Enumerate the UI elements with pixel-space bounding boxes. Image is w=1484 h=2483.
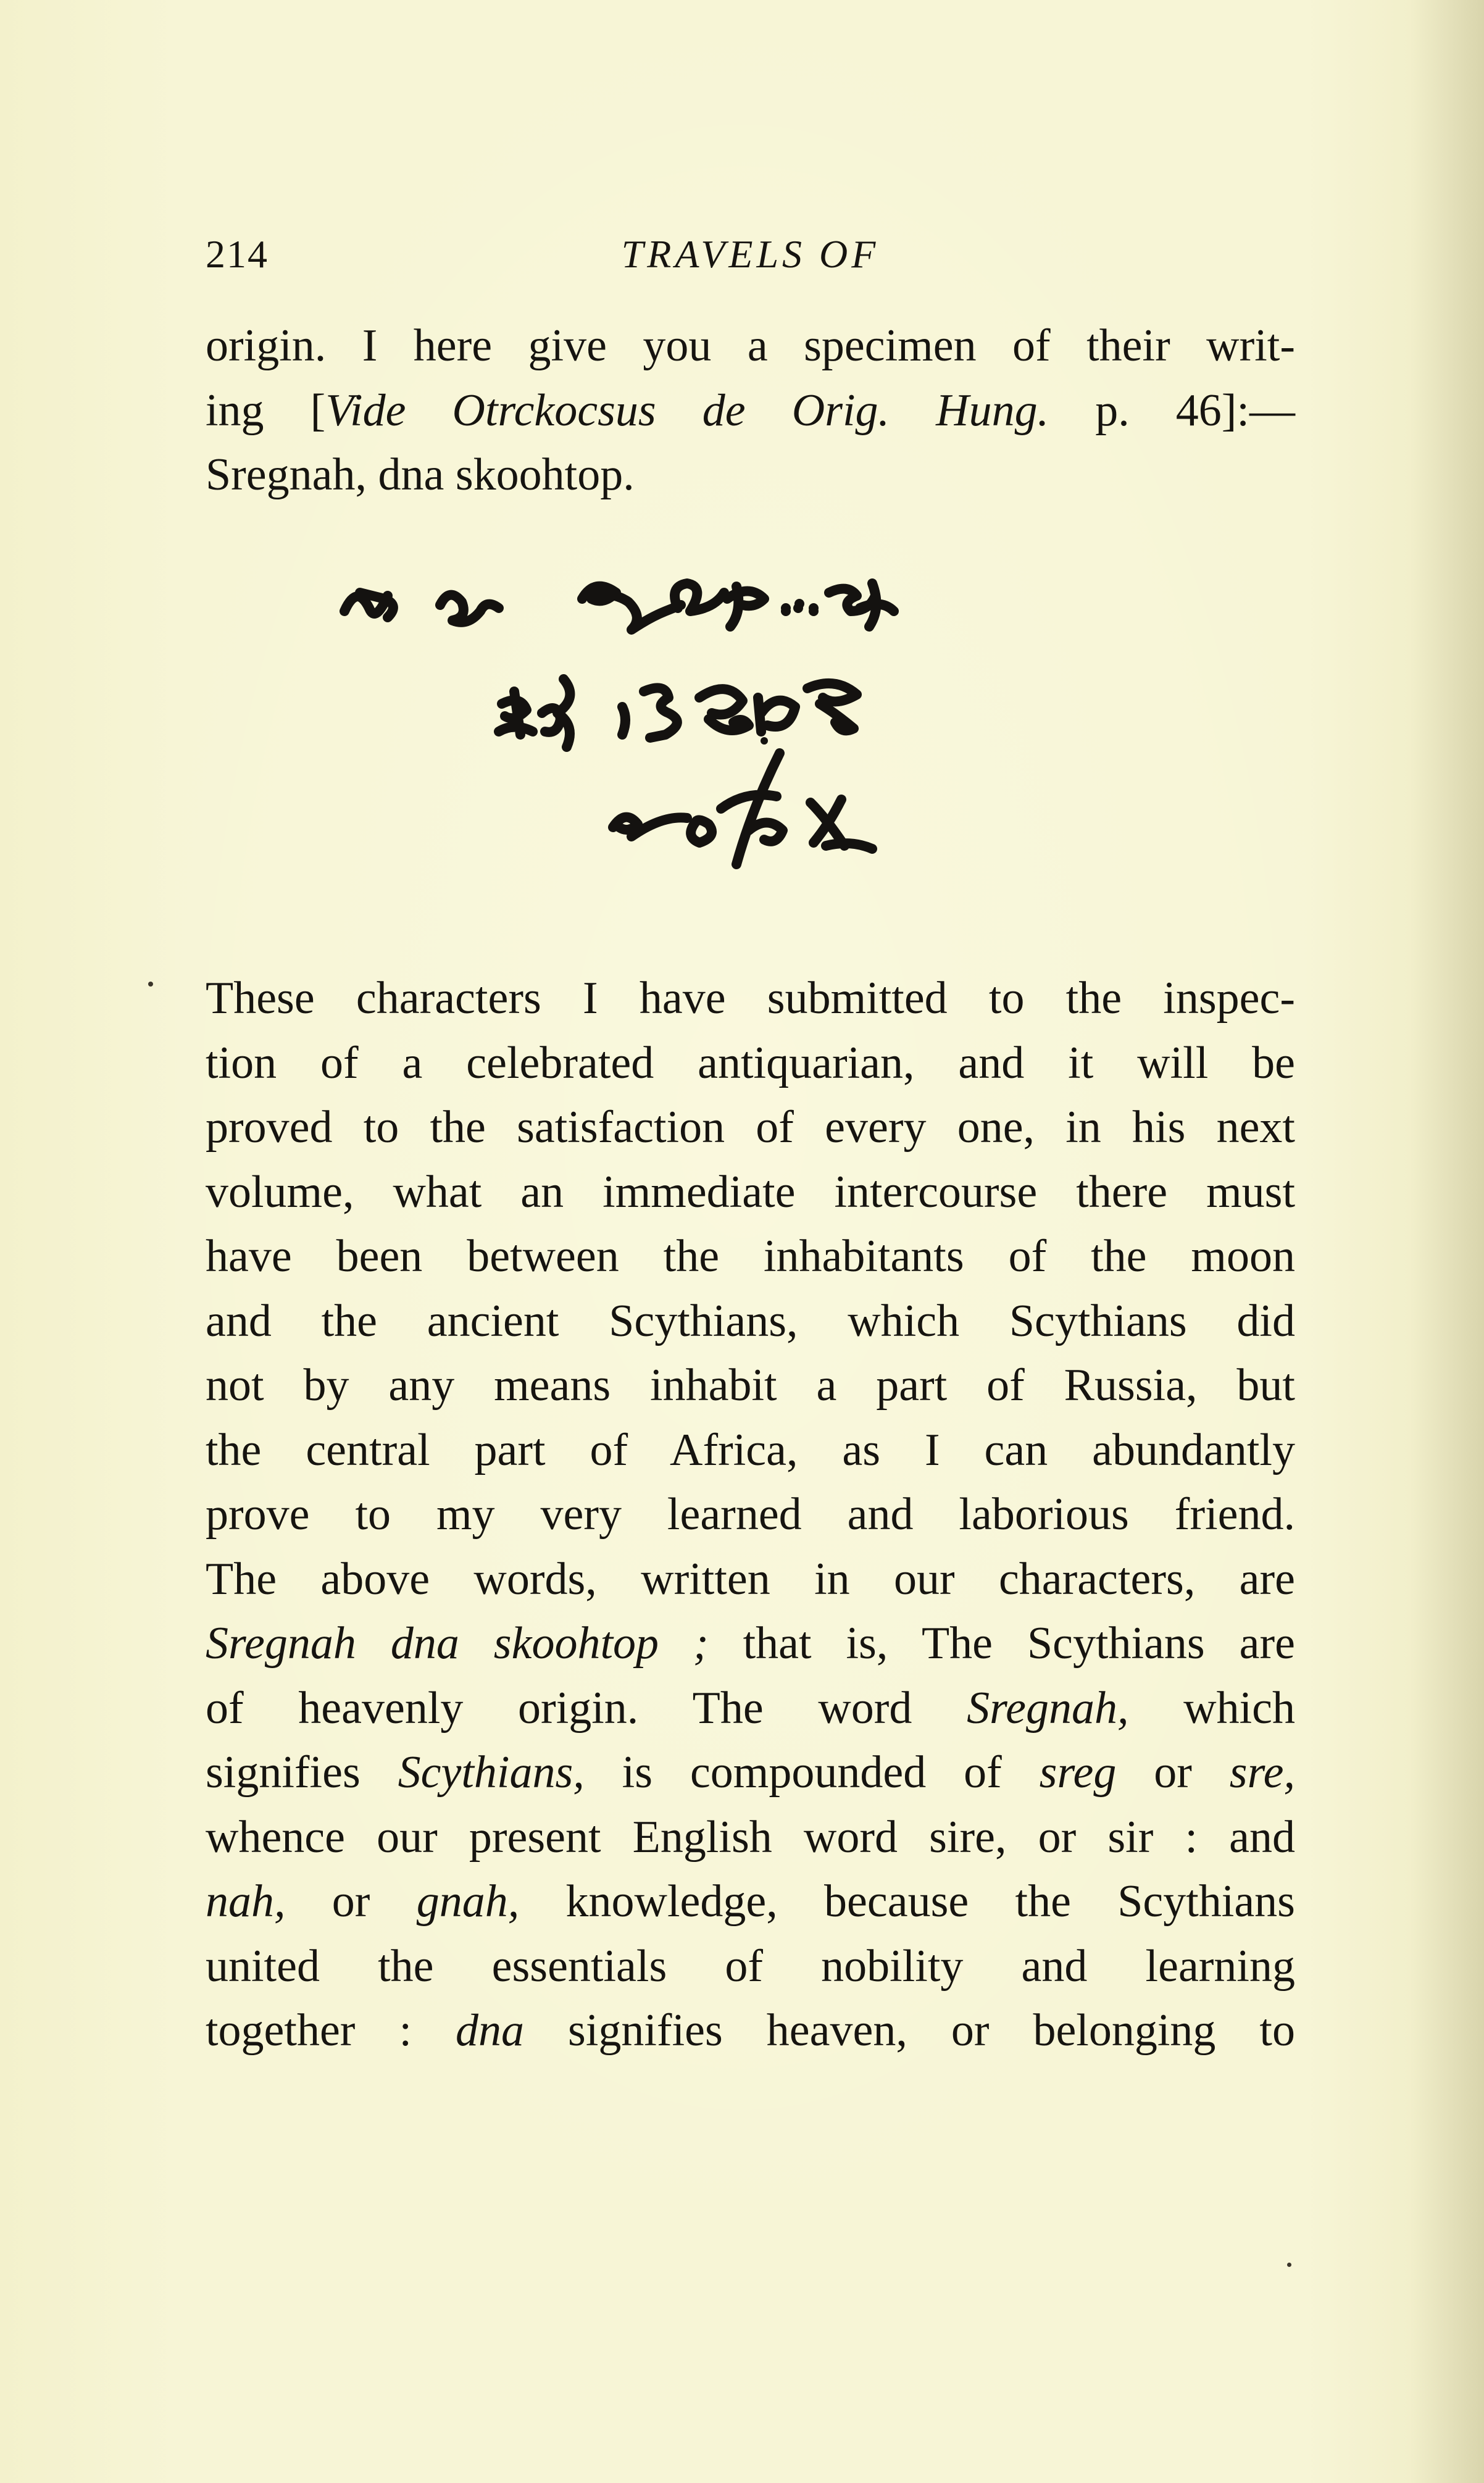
script-row-2 xyxy=(499,679,857,747)
running-title: TRAVELS OF xyxy=(621,232,880,276)
page-number: 214 xyxy=(206,232,269,276)
text-line: tion of a celebrated antiquarian, and it will be xyxy=(206,1037,1295,1088)
paper-speck xyxy=(1287,2263,1291,2267)
text-line: united the essentials of nobility and learning xyxy=(206,1940,1295,1992)
text-line: These characters I have submitted to the inspec- xyxy=(206,973,1295,1024)
text-line: ing [Vide Otrckocsus de Orig. Hung. p. 46]:— xyxy=(206,385,1295,436)
text-line: nah, or gnah, knowledge, because the Scythians xyxy=(206,1876,1295,1927)
text-line: proved to the satisfaction of every one, in his next xyxy=(206,1102,1295,1153)
page-edge-shadow xyxy=(1410,0,1484,2483)
script-row-3 xyxy=(613,753,872,864)
paragraph-1 xyxy=(206,314,1295,507)
text-line: Sregnah dna skoohtop ; that is, The Scythians are xyxy=(206,1618,1295,1669)
text-line: Sregnah, dna skoohtop. xyxy=(206,449,635,500)
text-line: origin. I here give you a specimen of their writ- xyxy=(206,320,1295,371)
text-line: whence our present English word sire, or sir : and xyxy=(206,1811,1295,1863)
paragraph-2 xyxy=(206,966,1295,2063)
text-line: have been between the inhabitants of the moon xyxy=(206,1231,1295,1282)
text-line: the central part of Africa, as I can abundantly xyxy=(206,1424,1295,1475)
running-head xyxy=(206,232,1295,287)
text-line: not by any means inhabit a part of Russia, but xyxy=(206,1360,1295,1411)
text-line: prove to my very learned and laborious friend. xyxy=(206,1489,1295,1540)
text-line: of heavenly origin. The word Sregnah, which xyxy=(206,1682,1295,1734)
script-row-1 xyxy=(344,583,894,630)
text-line: signifies Scythians, is compounded of sreg or sre, xyxy=(206,1747,1295,1798)
text-line: and the ancient Scythians, which Scythians did xyxy=(206,1295,1295,1346)
lunar-script-specimen xyxy=(206,556,1295,938)
script-glyphs xyxy=(206,556,1295,938)
text-line: together : dna signifies heaven, or belonging to xyxy=(206,2005,1295,2056)
paper-speck xyxy=(148,982,153,987)
text-line: The above words, written in our characters, are xyxy=(206,1553,1295,1605)
text-line: volume, what an immediate intercourse there must xyxy=(206,1166,1295,1217)
